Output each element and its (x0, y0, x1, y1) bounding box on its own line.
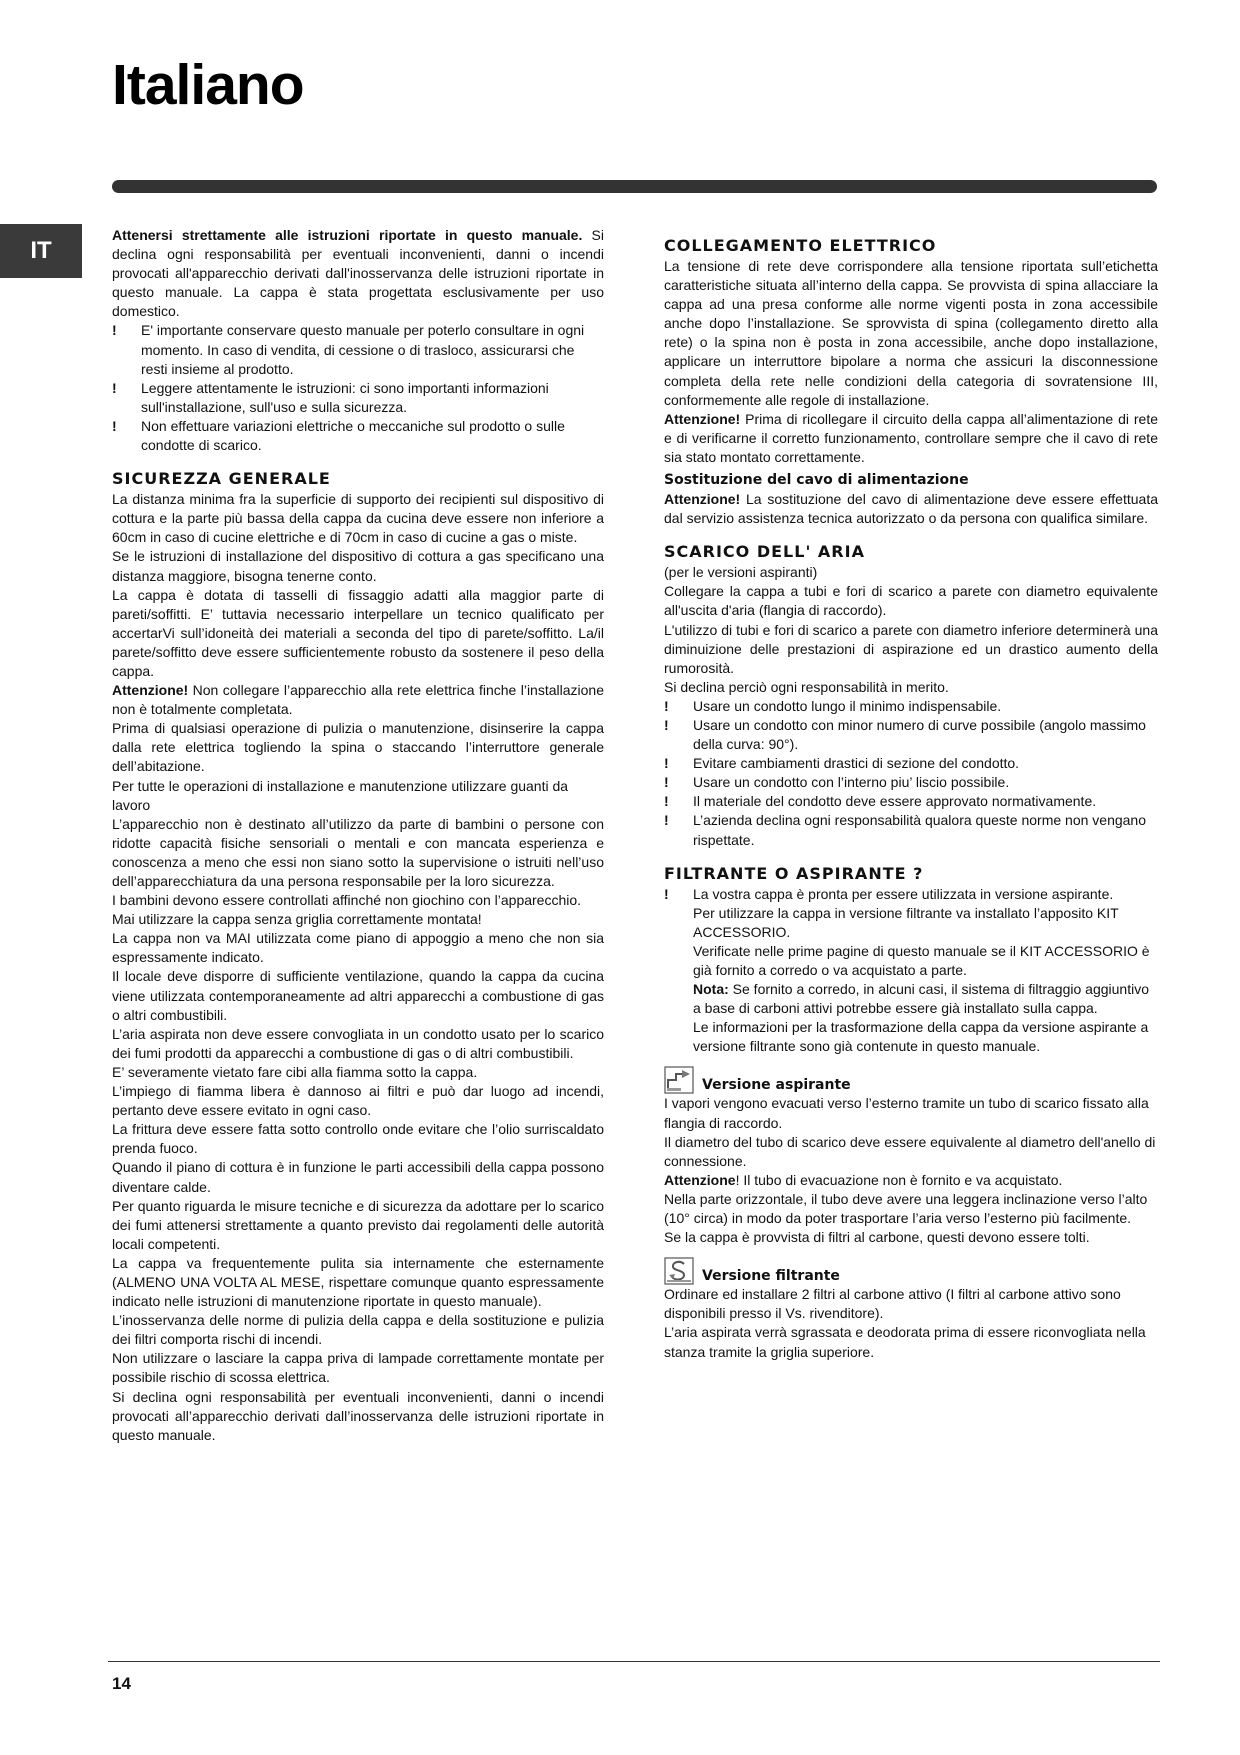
paragraph: L’impiego di fiamma libera è dannoso ai filtri e può dar luogo ad incendi, pertanto deve essere evitato in ogni caso. (112, 1083, 604, 1119)
bullet-mark: ! (112, 417, 117, 434)
paragraph: (per le versioni aspiranti) (664, 564, 818, 581)
aspirante-mode-icon (664, 1066, 694, 1094)
list-item: ! L’azienda declina ogni responsabilità qualora queste norme non vengano rispettate. (664, 811, 1158, 849)
paragraph: Si declina perciò ogni responsabilità in merito. (664, 678, 949, 695)
warning-paragraph: Attenzione! La sostituzione del cavo di alimentazione deve essere effettuata dal servizio assistenza tecnica autorizzato o da persona con qualifica similare. (664, 491, 1158, 527)
paragraph: Mai utilizzare la cappa senza griglia correttamente montata! (112, 911, 482, 928)
version-aspirante-header (664, 1066, 1158, 1094)
paragraph: L'utilizzo di tubi e fori di scarico a parete con diametro inferiore determinerà una diminuizione delle prestazioni di aspirazione ed un drastico aumento della rumorosità. (664, 621, 1158, 676)
paragraph: La distanza minima fra la superficie di supporto dei recipienti sul dispositivo di cottura e la parte più bassa della cappa da cucina deve essere non inferiore a 60cm in caso di cucine elettriche e di 70cm in caso di cucine a gas o miste. (112, 491, 604, 546)
bullet-mark: ! (664, 755, 669, 772)
bullet-mark: ! (112, 379, 117, 396)
warning-paragraph: Attenzione! Il tubo di evacuazione non è fornito e va acquistato. (664, 1171, 1063, 1188)
paragraph: L’inosservanza delle norme di pulizia della cappa e della sostituzione e pulizia dei filtri comporta rischi di incendi. (112, 1312, 604, 1348)
bullet-mark: ! (664, 774, 669, 791)
paragraph: La cappa non va MAI utilizzata come piano di appoggio a meno che non sia espressamente indicato. (112, 930, 604, 966)
note-paragraph: Nota: Se fornito a corredo, in alcuni casi, il sistema di filtraggio aggiuntivo a base di carboni attivi potrebbe essere già installato sulla cappa. (693, 981, 1149, 1017)
section-heading-sicurezza: SICUREZZA GENERALE (112, 469, 331, 489)
list-item: ! Usare un condotto con minor numero di curve possibile (angolo massimo della curva: 90°). (664, 716, 1158, 754)
paragraph: I vapori vengono evacuati verso l’esterno tramite un tubo di scarico fissato alla flangia di raccordo. (664, 1095, 1149, 1131)
paragraph: La cappa è dotata di tasselli di fissaggio adatti alla maggior parte di pareti/soffitti. E’ tuttavia necessario interpellare un tecnico qualificato per accertarVi sull’idoneità dei materiali a seconda del tipo di parete/soffitto. La/il parete/soffitto deve essere sufficientemente robusto da sostenere il peso della cappa. (112, 586, 604, 679)
paragraph: Per utilizzare la cappa in versione filtrante va installato l’apposito KIT ACCESSORIO. (693, 904, 1119, 940)
paragraph: Verificate nelle prime pagine di questo manuale se il KIT ACCESSORIO è già fornito a corredo o va acquistato a parte. (693, 942, 1150, 978)
right-column (664, 226, 1158, 1362)
paragraph: Collegare la cappa a tubi e fori di scarico a parete con diametro equivalente all'uscita d'aria (flangia di raccordo). (664, 583, 1158, 619)
paragraph: I bambini devono essere controllati affinché non giochino con l’apparecchio. (112, 892, 582, 909)
list-item: ! Non effettuare variazioni elettriche o meccaniche sul prodotto o sulle condotte di scarico. (112, 417, 604, 455)
section-heading-filtrante: FILTRANTE O ASPIRANTE ? (664, 863, 924, 883)
bullet-mark: ! (664, 793, 669, 810)
bullet-mark: ! (112, 322, 117, 339)
paragraph: L’aria aspirata verrà sgrassata e deodorata prima di essere riconvogliata nella stanza tramite la griglia superiore. (664, 1324, 1146, 1360)
section-heading-collegamento: COLLEGAMENTO ELETTRICO (664, 236, 937, 255)
paragraph: Per tutte le operazioni di installazione e manutenzione utilizzare guanti da lavoro (112, 777, 569, 813)
subheading-versione-aspirante: Versione aspirante (702, 1077, 851, 1094)
paragraph: Quando il piano di cottura è in funzione le parti accessibili della cappa possono diventare calde. (112, 1159, 604, 1195)
paragraph: Si declina ogni responsabilità per eventuali inconvenienti, danni o incendi provocati all’apparecchio derivati dall’inosservanza delle istruzioni riportate in questo manuale. (112, 1388, 604, 1443)
list-item: ! Evitare cambiamenti drastici di sezione del condotto. (664, 754, 1158, 773)
paragraph: Il diametro del tubo di scarico deve essere equivalente al diametro dell'anello di connessione. (664, 1133, 1156, 1169)
paragraph: E’ severamente vietato fare cibi alla fiamma sotto la cappa. (112, 1063, 478, 1080)
language-tab: IT (0, 224, 82, 278)
list-item: ! E' importante conservare questo manuale per poterlo consultare in ogni momento. In caso di vendita, di cessione o di trasloco, assicurarsi che resti insieme al prodotto. (112, 321, 604, 378)
paragraph: Ordinare ed installare 2 filtri al carbone attivo (I filtri al carbone attivo sono disponibili presso il Vs. rivenditore). (664, 1286, 1121, 1322)
paragraph: La frittura deve essere fatta sotto controllo onde evitare che l’olio surriscaldato prenda fuoco. (112, 1121, 604, 1157)
paragraph: L’aria aspirata non deve essere convogliata in un condotto usato per lo scarico dei fumi prodotti da apparecchi a combustione di gas o di altri combustibili. (112, 1025, 604, 1061)
page-number: 14 (112, 1674, 131, 1693)
filtrante-mode-icon (664, 1257, 694, 1285)
paragraph: Le informazioni per la trasformazione della cappa da versione aspirante a versione filtrante sono già contenute in questo manuale. (693, 1019, 1149, 1055)
list-item: ! La vostra cappa è pronta per essere utilizzata in versione aspirante. (664, 885, 1158, 904)
paragraph: Se le istruzioni di installazione del dispositivo di cottura a gas specificano una distanza maggiore, bisogna tenerne conto. (112, 548, 604, 584)
paragraph: Non utilizzare o lasciare la cappa priva di lampade correttamente montate per possibile rischio di scossa elettrica. (112, 1350, 604, 1386)
warning-paragraph: Attenzione! Prima di ricollegare il circuito della cappa all’alimentazione di rete e di verificarne il corretto funzionamento, controllare sempre che il cavo di rete sia stato montato correttamente. (664, 410, 1158, 465)
bullet-mark: ! (664, 697, 669, 714)
list-item: ! Usare un condotto lungo il minimo indispensabile. (664, 697, 1158, 716)
paragraph: Se la cappa è provvista di filtri al carbone, questi devono essere tolti. (664, 1229, 1090, 1246)
subheading-sostituzione: Sostituzione del cavo di alimentazione (664, 472, 969, 489)
bullet-mark: ! (664, 885, 669, 902)
subheading-versione-filtrante: Versione filtrante (702, 1268, 840, 1285)
page-title: Italiano (112, 53, 304, 117)
list-item: ! Leggere attentamente le istruzioni: ci sono importanti informazioni sull'installazione, sull'uso e sulla sicurezza. (112, 379, 604, 417)
paragraph: L’apparecchio non è destinato all’utilizzo da parte di bambini o persone con ridotte capacità fisiche sensoriali o mentali e con mancata esperienza e conoscenza a meno che essi non siano sotto la supervisione o istruiti nell’uso dell’apparecchiatura da una persona responsabile per la loro sicurezza. (112, 815, 604, 889)
paragraph: Per quanto riguarda le misure tecniche e di sicurezza da adottare per lo scarico dei fumi attenersi strettamente a quanto previsto dai regolamenti delle autorità locali competenti. (112, 1197, 604, 1252)
section-heading-scarico: SCARICO DELL' ARIA (664, 542, 865, 562)
paragraph: Prima di qualsiasi operazione di pulizia o manutenzione, disinserire la cappa dalla rete elettrica togliendo la spina o staccando l’interruttore generale dell’abitazione. (112, 720, 604, 775)
bullet-mark: ! (664, 716, 669, 733)
header-divider-bar (112, 180, 1157, 193)
bullet-mark: ! (664, 812, 669, 829)
intro-paragraph: Attenersi strettamente alle istruzioni riportate in questo manuale. Si declina ogni responsabilità per eventuali inconvenienti, danni o incendi provocati all'apparecchio derivati dall'inosservanza delle istruzioni riportate in questo manuale. La cappa è stata progettata esclusivamente per uso domestico. (112, 227, 604, 320)
left-column (112, 226, 604, 1445)
version-filtrante-header (664, 1257, 1158, 1285)
footer-divider (108, 1661, 1160, 1662)
paragraph: Nella parte orizzontale, il tubo deve avere una leggera inclinazione verso l’alto (10° circa) in modo da poter trasportare l’aria verso l’esterno più facilmente. (664, 1190, 1148, 1227)
list-item: ! Il materiale del condotto deve essere approvato normativamente. (664, 792, 1158, 811)
warning-paragraph: Attenzione! Non collegare l’apparecchio alla rete elettrica finche l’installazione non è totalmente completata. (112, 682, 604, 718)
list-item: ! Usare un condotto con l’interno piu’ liscio possibile. (664, 773, 1158, 792)
paragraph: La tensione di rete deve corrispondere alla tensione riportata sull’etichetta caratteristiche situata all’interno della cappa. Se provvista di spina allacciare la cappa ad una presa conforme alle norme vigenti posta in zona accessibile anche dopo l’installazione. Se sprovvista di spina (collegamento diretto alla rete) o la spina non è posta in zona accessibile, anche dopo installazione, applicare un interruttore bipolare a norma che assicuri la disconnessione completa della rete nelle condizioni della categoria di sovratensione III, conformemente alle regole di installazione. (664, 258, 1158, 408)
paragraph: Il locale deve disporre di sufficiente ventilazione, quando la cappa da cucina viene utilizzata contemporaneamente ad altri apparecchi a combustione di gas o altri combustibili. (112, 968, 604, 1023)
paragraph: La cappa va frequentemente pulita sia internamente che esternamente (ALMENO UNA VOLTA AL MESE, rispettare comunque quanto espressamente indicato nelle istruzioni di manutenzione riportate in questo manuale). (112, 1254, 604, 1310)
